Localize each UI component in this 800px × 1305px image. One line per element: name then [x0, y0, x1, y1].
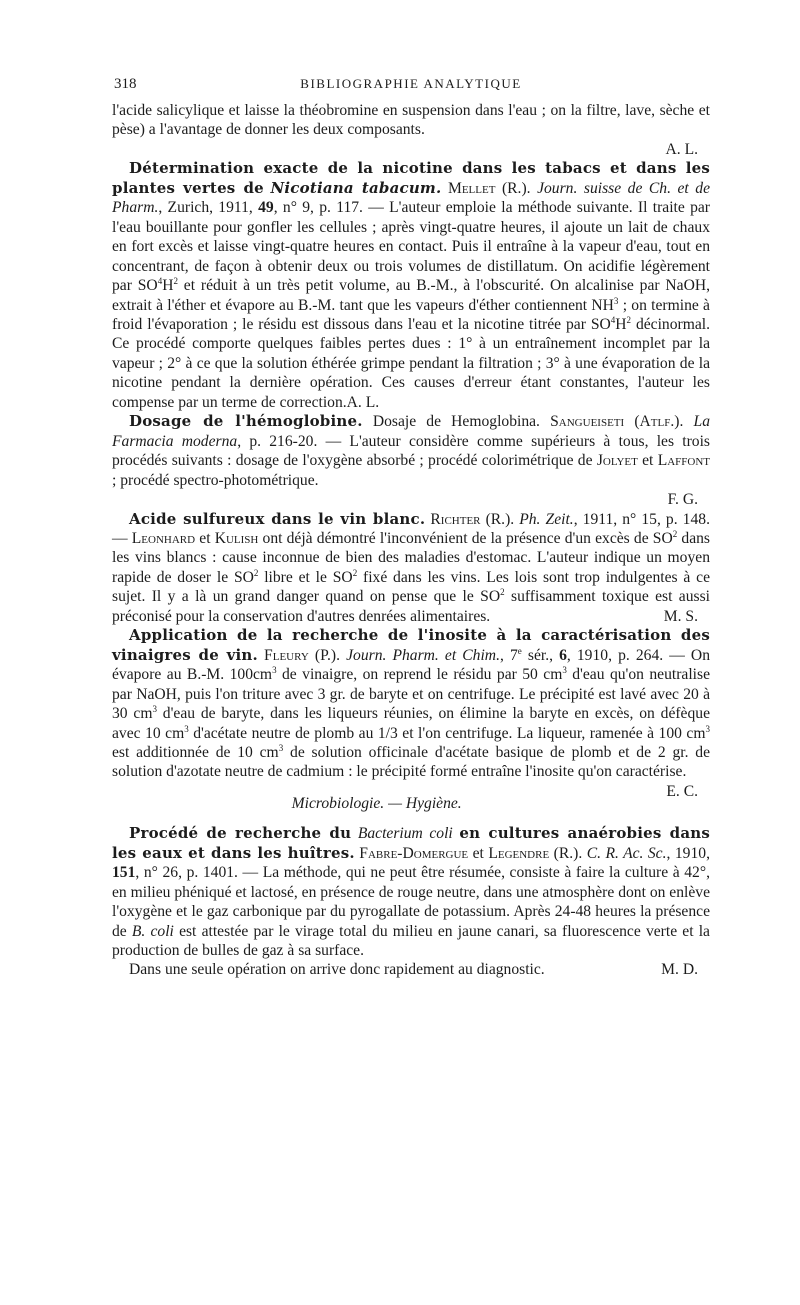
- article-title: Procédé de recherche du: [129, 824, 352, 843]
- page-number: 318: [114, 76, 137, 92]
- article-title-species: Nicotiana tabacum.: [270, 178, 442, 197]
- journal-name: Ph. Zeit.: [519, 510, 574, 528]
- author: Sangueiseti: [550, 413, 625, 431]
- running-header: [112, 74, 710, 94]
- author: Fleury: [264, 646, 309, 664]
- article-bacterium-coli-conclusion: Dans une seule opération on arrive donc rapidement au diagnostic. M. D.: [112, 960, 710, 979]
- author: Fabre-Domergue: [359, 844, 469, 862]
- article-title-species: Bacterium coli: [357, 825, 453, 843]
- running-title: BIBLIOGRAPHIE ANALYTIQUE: [300, 76, 522, 91]
- article-hemoglobin: Dosage de l'hémoglobine. Dosaje de Hemoglobina. Sangueiseti (Atlf.). La Farmacia moderna, p. 216-20. — L'auteur considère comme supérieurs à tous, les trois procédés suivants : dosage de l'oxygène absorbé ; procédé colorimétrique de Jolyet et Laffont ; procédé spectro-photométrique.: [112, 412, 711, 489]
- article-title: Acide sulfureux dans le vin blanc.: [129, 509, 426, 528]
- journal-name: Journ. Pharm. et Chim.: [346, 646, 500, 664]
- author: Richter: [430, 510, 481, 528]
- journal-name: C. R. Ac. Sc.: [586, 844, 667, 862]
- volume: 49: [258, 199, 274, 217]
- article-inositol: Application de la recherche de l'inosite à la caractérisation des vinaigres de vin. Fleury (P.). Journ. Pharm. et Chim., 7e sér., 6, 1910, p. 264. — On évapore au B.-M. $100cm^3$ de vinaigre, on reprend le résidu par 50 $cm^3$ d'eau qu'on neutralise par NaOH, puis l'on triture avec 3 gr. de baryte et on centrifuge. Le précipité est lavé avec 20 à 30 $cm^3$ d'eau de baryte, dans les liqueurs réunies, on élimine la baryte en excès, on défèque avec 10 $cm^3$ d'acétate neutre de plomb au 1/3 et l'on centrifuge. La liqueur, ramenée à 100 $cm^3$ est additionnée de 10 $cm^3$ de solution officinale d'acétate basique de plomb et de 2 gr. de solution d'azotate neutre de cadmium : le précipité formé entraîne l'inosite qu'on caractérise. E. C.: [112, 626, 711, 800]
- author: Mellet: [447, 179, 496, 197]
- signature: F. G.: [667, 491, 698, 509]
- article-title: Détermination exacte de la nicotine dans les tabacs et dans les plantes vertes de: [112, 159, 710, 197]
- signature: M. S.: [663, 607, 698, 625]
- text-column: [112, 101, 710, 980]
- signature: E. C.: [666, 782, 698, 800]
- signature: M. D.: [661, 961, 698, 979]
- intro-paragraph: l'acide salicylique et laisse la théobromine en suspension dans l'eau ; on la filtre, lave, sèche et pèse) a l'avantage de donner les deux composants.: [112, 102, 710, 139]
- section-heading: Microbiologie. — Hygiène.: [291, 794, 462, 812]
- article-bacterium-coli: Procédé de recherche du Bacterium coli en cultures anaérobies dans les eaux et dans les huîtres. Fabre-Domergue et Legendre (R.). C. R. Ac. Sc., 1910, 151, n° 26, p. 1401. — La méthode, qui ne peut être résumée, consiste à faire la culture à 42°, en milieu phéniqué et lactosé, en présence de rouge neutre, dans une atmosphère dont on enlève l'oxygène et le gaz carbonique par du pyrogallate de potassium. Après 24-48 heures la présence de B. coli est attestée par le virage total du milieu en jaune canari, sa fluorescence verte et la production de bulles de gaz à sa surface.: [112, 824, 711, 960]
- intro-signature: A. L.: [665, 140, 698, 158]
- article-sulfurous-acid: Acide sulfureux dans le vin blanc. Richter (R.). Ph. Zeit., 1911, n° 15, p. 148. — Leonhard et Kulish ont déjà démontré l'inconvénient de la présence d'un excès de $SO^2$ dans les vins blancs : cause inconnue de bien des maladies d'estomac. L'auteur indique un moyen rapide de doser le $SO^2$ libre et le $SO^2$ fixé dans les vins. Les lois sont trop indulgentes à ce sujet. Il y a là un grand danger quand on pense que le $SO^2$ suffisamment toxique est aussi préconisé pour la conservation d'autres denrées alimentaires. M. S.: [112, 509, 710, 625]
- article-title: Application de la recherche de l'inosite à la caractérisation des vinaigres de vin.: [112, 626, 710, 664]
- journal-name: La Farmacia moderna: [112, 413, 711, 450]
- signature: A. L.: [346, 393, 380, 411]
- article-title: Dosage de l'hémoglobine.: [129, 412, 363, 431]
- article-nicotine: Détermination exacte de la nicotine dans les tabacs et dans les plantes vertes de Nicotiana tabacum. Mellet (R.). Journ. suisse de Ch. et de Pharm., Zurich, 1911, 49, n° 9, p. 117. — L'auteur emploie la méthode suivante. Il traite par l'eau bouillante pour gonfler les cellules ; après vingt-quatre heures, il ajoute un lait de chaux en fort excès et laisse vingt-quatre heures en contact. Puis il entraîne à la vapeur d'eau, tout en concentrant, de façon à obtenir deux ou trois volumes de distillatum. On acidifie légèrement par $SO^4H^2$ et réduit à un très petit volume, au B.-M., à l'obscurité. On alcalinise par NaOH, extrait à l'éther et évapore au B.-M. tant que les vapeurs d'éther contiennent $NH^3$ ; on termine à froid l'évaporation ; le résidu est dissous dans l'eau et la nicotine titrée par $SO^4H^2$ décinormal. Ce procédé comporte quelques faibles pertes dues : 1° à un entraînement incomplet par la vapeur ; 2° à ce que la solution éthérée grimpe pendant la filtration ; 3° à une évaporation de la nicotine pendant la dernière opération. Ces causes d'erreur étant constantes, l'auteur les compense par un terme de correction.A. L.: [112, 159, 710, 411]
- volume: 6: [559, 646, 567, 664]
- volume: 151: [112, 864, 136, 882]
- journal-name: Journ. suisse de Ch. et de Pharm.: [112, 179, 710, 217]
